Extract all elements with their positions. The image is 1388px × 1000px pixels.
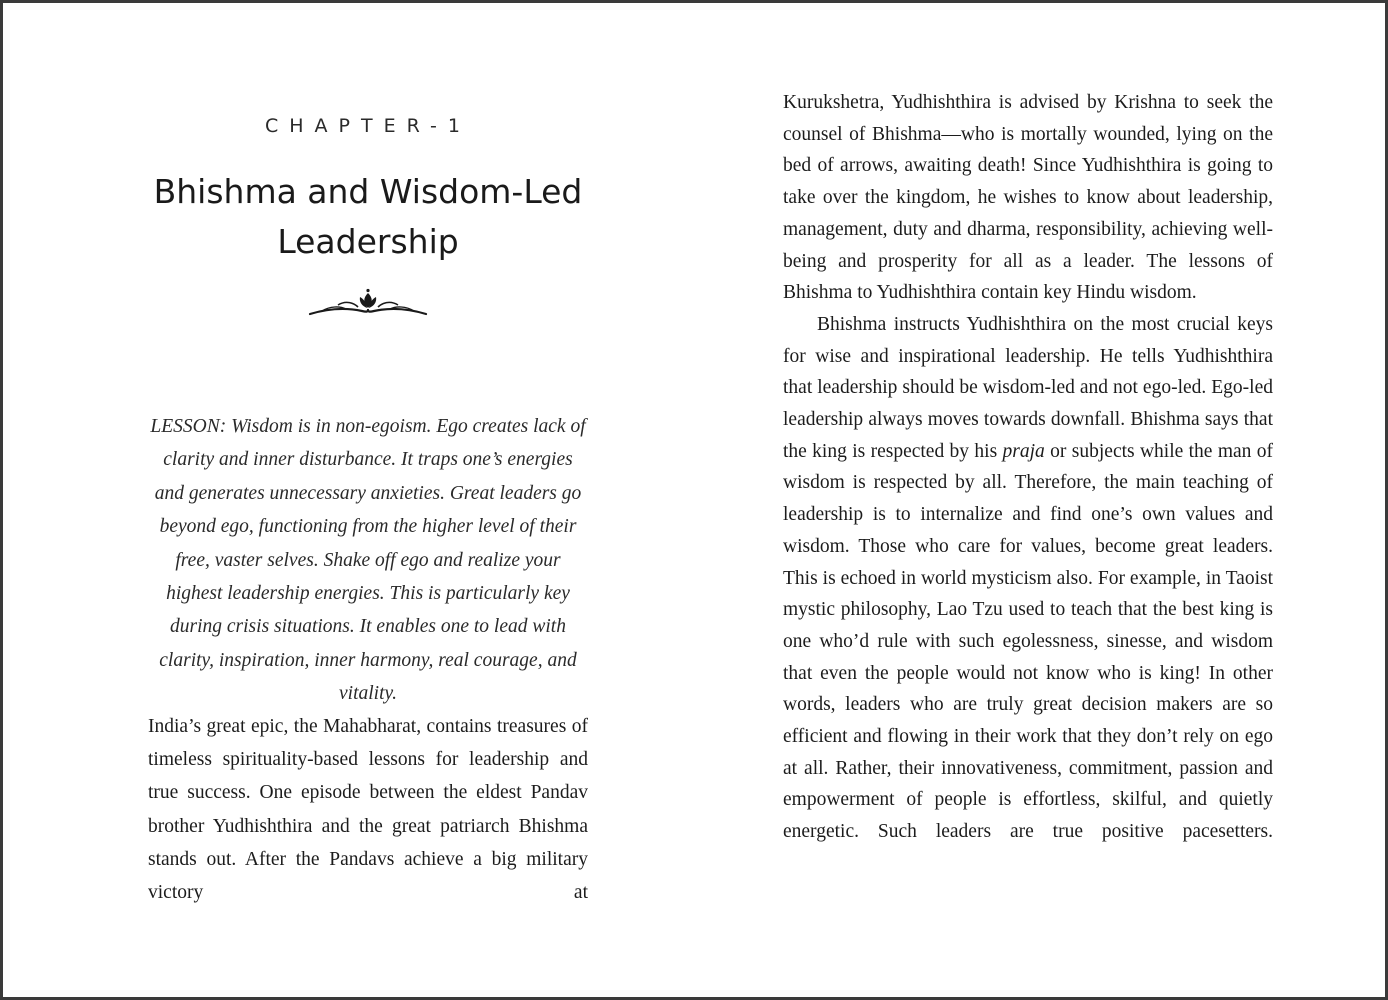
right-paragraph-2 [783, 309, 1273, 848]
lesson-callout: LESSON: Wisdom is in non-egoism. Ego creates lack of clarity and inner disturbance. It traps one’s energies and generates unnecessary anxieties. Great leaders go beyond ego, functioning from the higher level of their free, vaster selves. Shake off ego and realize your highest leadership energies. This is particularly key during crisis situations. It enables one to lead with clarity, inspiration, inner harmony, real courage, and vitality. [150, 416, 586, 705]
left-body [148, 710, 588, 909]
flourish-ornament-icon [308, 287, 428, 323]
right-paragraph-1: Kurukshetra, Yudhishthira is advised by Krishna to seek the counsel of Bhishma—who is mortally wounded, lying on the bed of arrows, awaiting death! Since Yudhishthira is going to take over the kingdom, he wishes to know about leadership, management, duty and dharma, responsibility, achieving well-being and prosperity for all as a leader. The lessons of Bhishma to Yudhishthira contain key Hindu wisdom. [783, 92, 1273, 304]
chapter-title-line2: Leadership [277, 222, 459, 261]
chapter-label: CHAPTER-1 [265, 115, 471, 137]
right-paragraph-2-part1: Bhishma instructs Yudhishthira on the most crucial keys for wise and inspirational leadership. He tells Yudhishthira that leadership should be wisdom-led and not ego-led. Ego-led leadership always moves towards downfall. Bhishma says that the king is respected by his [783, 313, 1273, 462]
chapter-title [148, 167, 588, 267]
chapter-title-line1: Bhishma and Wisdom-Led [153, 172, 583, 211]
praja-term: praja [1002, 440, 1045, 462]
right-paragraph-2-part2: or subjects while the man of wisdom is respected by all. Therefore, the main teaching of leadership is to internalize and find one’s own values and wisdom. Those who care for values, become great leaders. This is echoed in world mysticism also. For example, in Taoist mystic philosophy, Lao Tzu used to teach that the best king is one who’d rule with such egolessness, sinesse, and wisdom that even the people would not know who is king! In other words, leaders who are truly great decision makers are so efficient and flowing in their work that they don’t rely on ego at all. Rather, their innovativeness, commitment, passion and empowerment of people is effortless, skilful, and quietly energetic. Such leaders are true positive pacesetters. [783, 440, 1274, 843]
left-paragraph: India’s great epic, the Mahabharat, contains treasures of timeless spirituality-based lessons for leadership and true success. One episode between the eldest Pandav brother Yudhishthira and the great patriarch Bhishma stands out. After the Pandavs achieve a big military victory at [148, 716, 588, 904]
right-body [783, 87, 1273, 848]
